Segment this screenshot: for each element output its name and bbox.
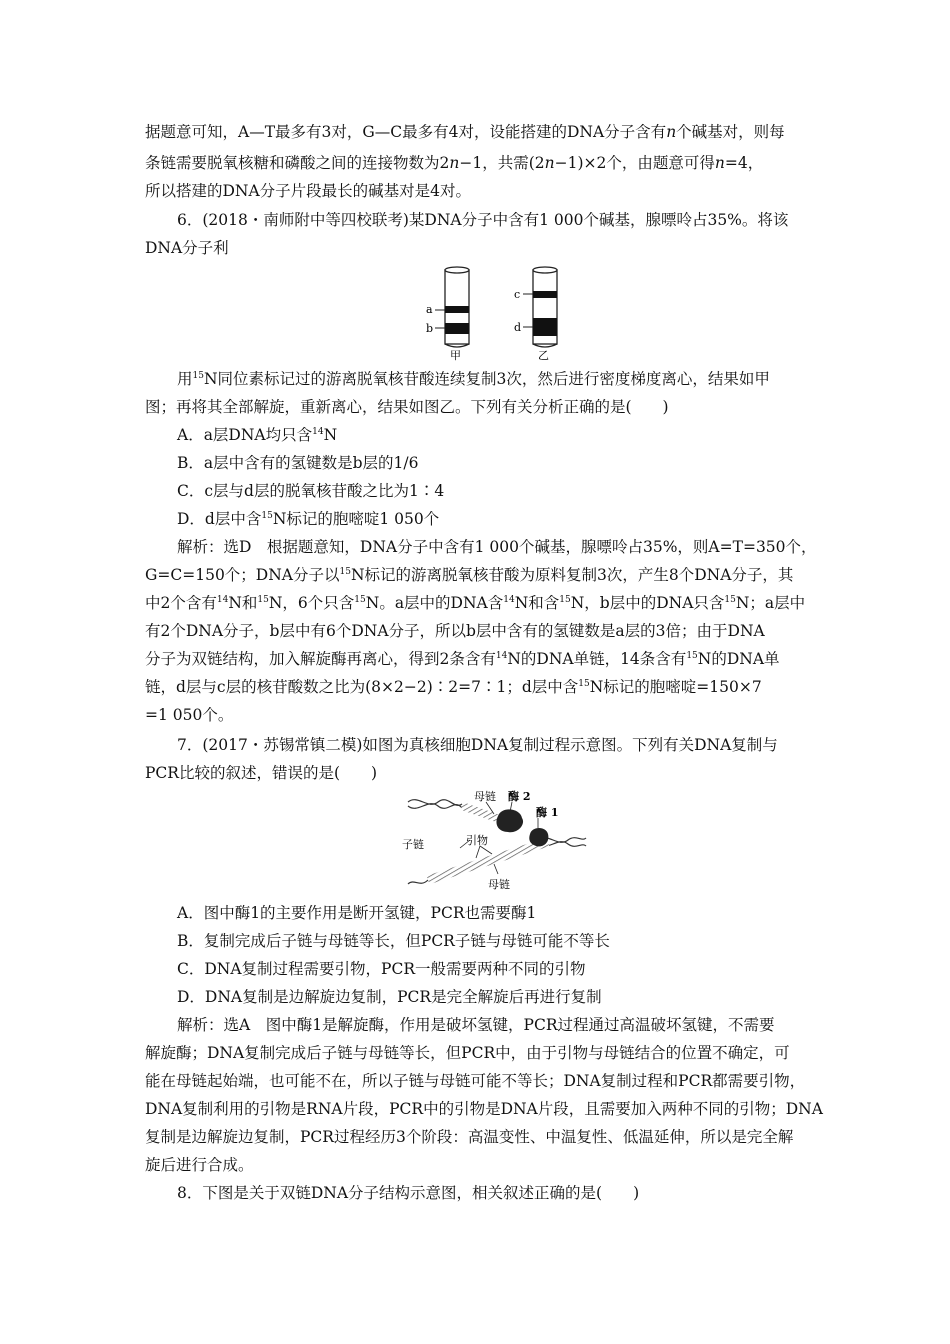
q6-answer-5: 分子为双链结构，加入解旋酶再离心，得到2条含有$^{14}$N的DNA单链，14条含有$^{15}$N的DNA单 [145,650,780,668]
intro-line-1: 据题意可知，A—T最多有3对，G—C最多有4对，设能搭建的DNA分子含有n个碱基对，则每 [145,123,785,141]
q7-option-c: C．DNA复制过程需要引物，PCR一般需要两种不同的引物 [177,960,586,978]
q6-answer-2: G=C=150个；DNA分子以$^{15}$N标记的游离脱氧核苷酸为原料复制3次，产生8个DNA分子，其 [145,566,794,584]
label-yi: 乙 [538,349,549,362]
label-b: b [426,322,434,335]
label-jia: 甲 [450,349,461,362]
q7-answer-4: DNA复制利用的引物是RNA片段，PCR中的引物是DNA片段，且需要加入两种不同的引物；DNA [145,1100,823,1118]
q6-answer-4: 有2个DNA分子，b层中有6个DNA分子，所以b层中含有的氢键数是a层的3倍；由于DNA [145,622,765,640]
helix-bottom-left [408,880,428,884]
q6-answer-1: 解析：选D 根据题意知，DNA分子中含有1 000个碱基，腺嘌呤占35%，则A=T=350个， [177,538,817,556]
q7-answer-1: 解析：选A 图中酶1是解旋酶，作用是破坏氢键，PCR过程通过高温破坏氢键，不需要 [177,1016,775,1034]
q6-stem-2: DNA分子利 [145,239,229,257]
q6-option-d: D．d层中含$^{15}$N标记的胞嘧啶1 050个 [177,510,440,528]
q6-stem-1: 6．(2018・南师附中等四校联考)某DNA分子中含有1 000个碱基，腺嘌呤占35%。将该 [177,211,789,229]
q6-option-a: A．a层DNA均只含$^{14}$N [177,426,338,444]
label-mother-bottom: 母链 [488,878,510,891]
label-mother-top: 母链 [474,790,496,803]
q6-stem-4: 图；再将其全部解旋，重新离心，结果如图乙。下列有关分析正确的是( ) [145,398,669,416]
q7-option-b: B．复制完成后子链与母链等长，但PCR子链与母链可能不等长 [177,932,610,950]
band-d [533,318,557,336]
mother-strand-lower [428,842,548,880]
label-a: a [426,303,433,316]
centrifuge-tubes-figure [415,262,575,362]
tube-yi [514,267,557,362]
q7-option-a: A．图中酶1的主要作用是断开氢键，PCR也需要酶1 [177,904,537,922]
intro-line-3: 所以搭建的DNA分子片段最长的碱基对是4对。 [145,182,472,200]
q7-stem-2: PCR比较的叙述，错误的是( ) [145,764,378,782]
label-d: d [514,321,522,334]
label-enzyme-1: 酶 1 [536,806,559,819]
q6-answer-3: 中2个含有$^{14}$N和$^{15}$N，6个只含$^{15}$N。a层中的DNA含$^{14}$N和含$^{15}$N，b层中的DNA只含$^{15}$N；a层中 [145,594,806,612]
enzyme-2-shape [496,809,523,832]
q6-option-c: C．c层与d层的脱氧核苷酸之比为1∶4 [177,482,445,500]
q8-stem-1: 8．下图是关于双链DNA分子结构示意图，相关叙述正确的是( ) [177,1184,640,1202]
label-enzyme-2: 酶 2 [508,790,531,803]
q7-answer-2: 解旋酶；DNA复制完成后子链与母链等长，但PCR中，由于引物与母链结合的位置不确定，可 [145,1044,790,1062]
q7-answer-3: 能在母链起始端，也可能不在，所以子链与母链可能不等长；DNA复制过程和PCR都需要引物， [145,1072,806,1090]
q7-stem-1: 7．(2017・苏锡常镇二模)如图为真核细胞DNA复制过程示意图。下列有关DNA复制与 [177,736,778,754]
q6-stem-3: 用$^{15}$N同位素标记过的游离脱氧核苷酸连续复制3次，然后进行密度梯度离心，结果如甲 [177,370,770,388]
q6-answer-7: =1 050个。 [145,706,234,724]
band-a [445,306,469,313]
label-daughter: 子链 [402,838,424,851]
tube-jia [426,267,469,362]
q7-answer-5: 复制是边解旋边复制，PCR过程经历3个阶段：高温变性、中温复性、低温延伸，所以是完全解 [145,1128,794,1146]
q7-answer-6: 旋后进行合成。 [145,1156,254,1174]
enzyme-1-shape [529,828,548,846]
intro-line-2: 条链需要脱氧核糖和磷酸之间的连接物数为2n−1，共需(2n−1)×2个，由题意可得n=4， [145,154,764,172]
dna-replication-figure [398,788,588,896]
q6-option-b: B．a层中含有的氢键数是b层的1/6 [177,454,419,472]
q6-answer-6: 链，d层与c层的核苷酸数之比为(8×2−2)∶2=7∶1；d层中含$^{15}$N标记的胞嘧啶=150×7 [145,678,762,696]
helix-left-top-2 [408,804,462,809]
band-b [445,323,469,334]
label-primer: 引物 [466,834,488,847]
label-c: c [514,288,521,301]
band-c [533,291,557,298]
q7-option-d: D．DNA复制是边解旋边复制，PCR是完全解旋后再进行复制 [177,988,602,1006]
